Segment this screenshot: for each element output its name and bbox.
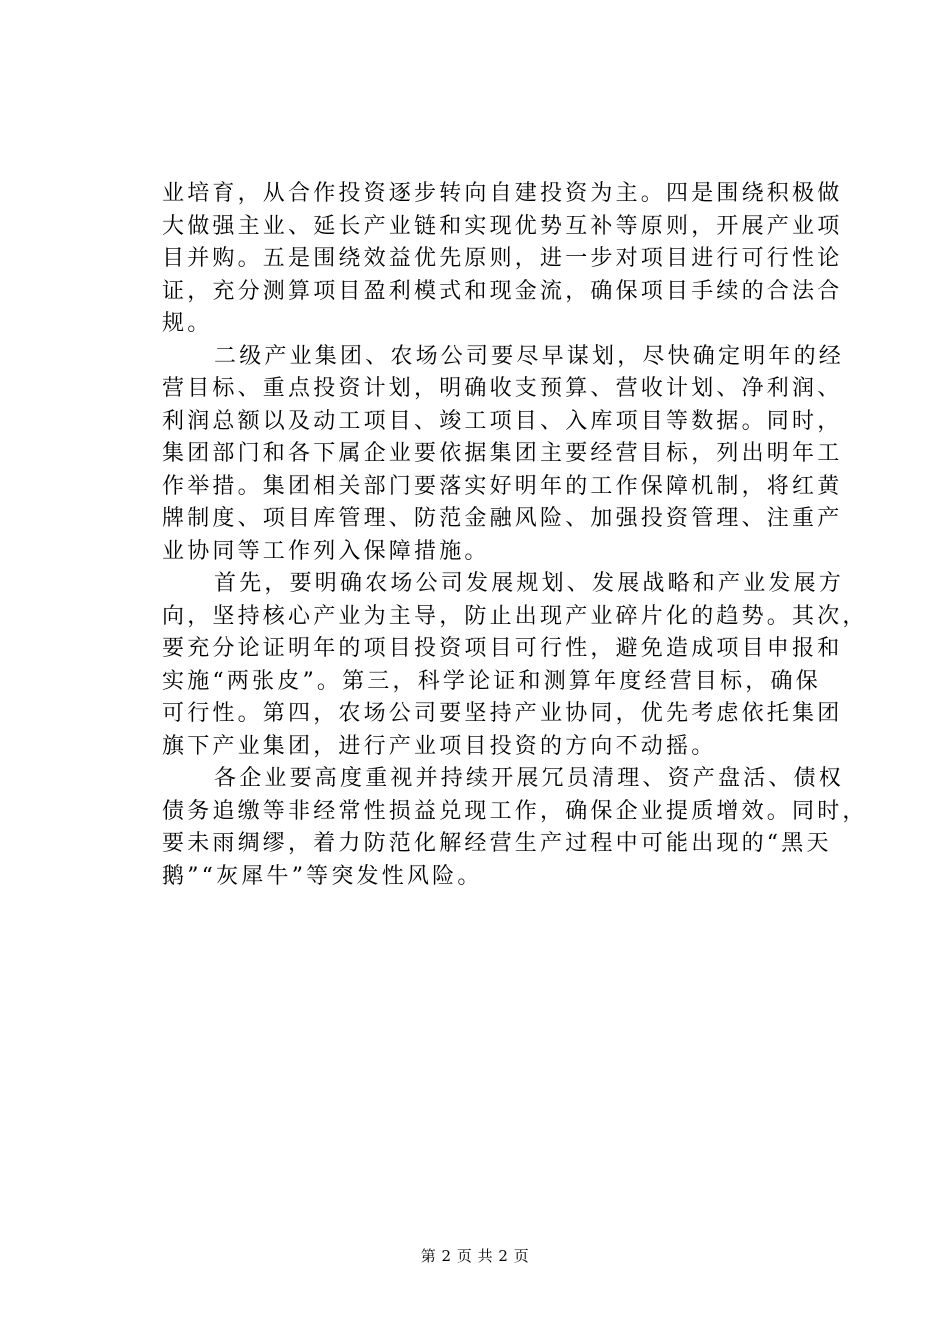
text-line: 规。: [162, 311, 213, 336]
text-line: 作举措。集团相关部门要落实好明年的工作保障机制，将红黄: [162, 473, 843, 499]
text-line: 债务追缴等非经常性损益兑现工作，确保企业提质增效。同时，: [162, 798, 868, 824]
text-line: 可行性。第四，农场公司要坚持产业协同，优先考虑依托集团: [162, 701, 843, 726]
text-line: 业培育，从合作投资逐步转向自建投资为主。四是围绕积极做: [162, 181, 843, 206]
text-line: 利润总额以及动工项目、竣工项目、入库项目等数据。同时，: [162, 408, 843, 434]
paragraph-first-line: 二级产业集团、农场公司要尽早谋划，尽快确定明年的经: [214, 343, 845, 369]
text-line: 向，坚持核心产业为主导，防止出现产业碎片化的趋势。其次，: [162, 603, 868, 629]
text-line: 营目标、重点投资计划，明确收支预算、营收计划、净利润、: [162, 376, 843, 401]
text-line: 大做强主业、延长产业链和实现优势互补等原则，开展产业项: [162, 213, 843, 239]
paragraph-first-line: 首先，要明确农场公司发展规划、发展战略和产业发展方: [214, 571, 845, 596]
text-line: 要未雨绸缪，着力防范化解经营生产过程中可能出现的“黑天: [162, 831, 832, 856]
page-footer: 第 2 页 共 2 页: [420, 1247, 530, 1265]
paragraph-first-line: 各企业要高度重视并持续开展冗员清理、资产盘活、债权: [214, 766, 845, 791]
text-line: 旗下产业集团，进行产业项目投资的方向不动摇。: [162, 733, 717, 759]
text-line: 鹅”“灰犀牛”等突发性风险。: [162, 863, 483, 889]
text-line: 牌制度、项目库管理、防范金融风险、加强投资管理、注重产: [162, 506, 843, 531]
text-line: 证，充分测算项目盈利模式和现金流，确保项目手续的合法合: [162, 278, 843, 304]
text-line: 实施“两张皮”。第三，科学论证和测算年度经营目标，确保: [162, 668, 821, 694]
text-line: 集团部门和各下属企业要依据集团主要经营目标，列出明年工: [162, 441, 843, 466]
text-line: 要充分论证明年的项目投资项目可行性，避免造成项目申报和: [162, 636, 843, 661]
text-line: 目并购。五是围绕效益优先原则，进一步对项目进行可行性论: [162, 246, 843, 271]
text-line: 业协同等工作列入保障措施。: [162, 538, 490, 564]
document-body: [162, 178, 868, 893]
